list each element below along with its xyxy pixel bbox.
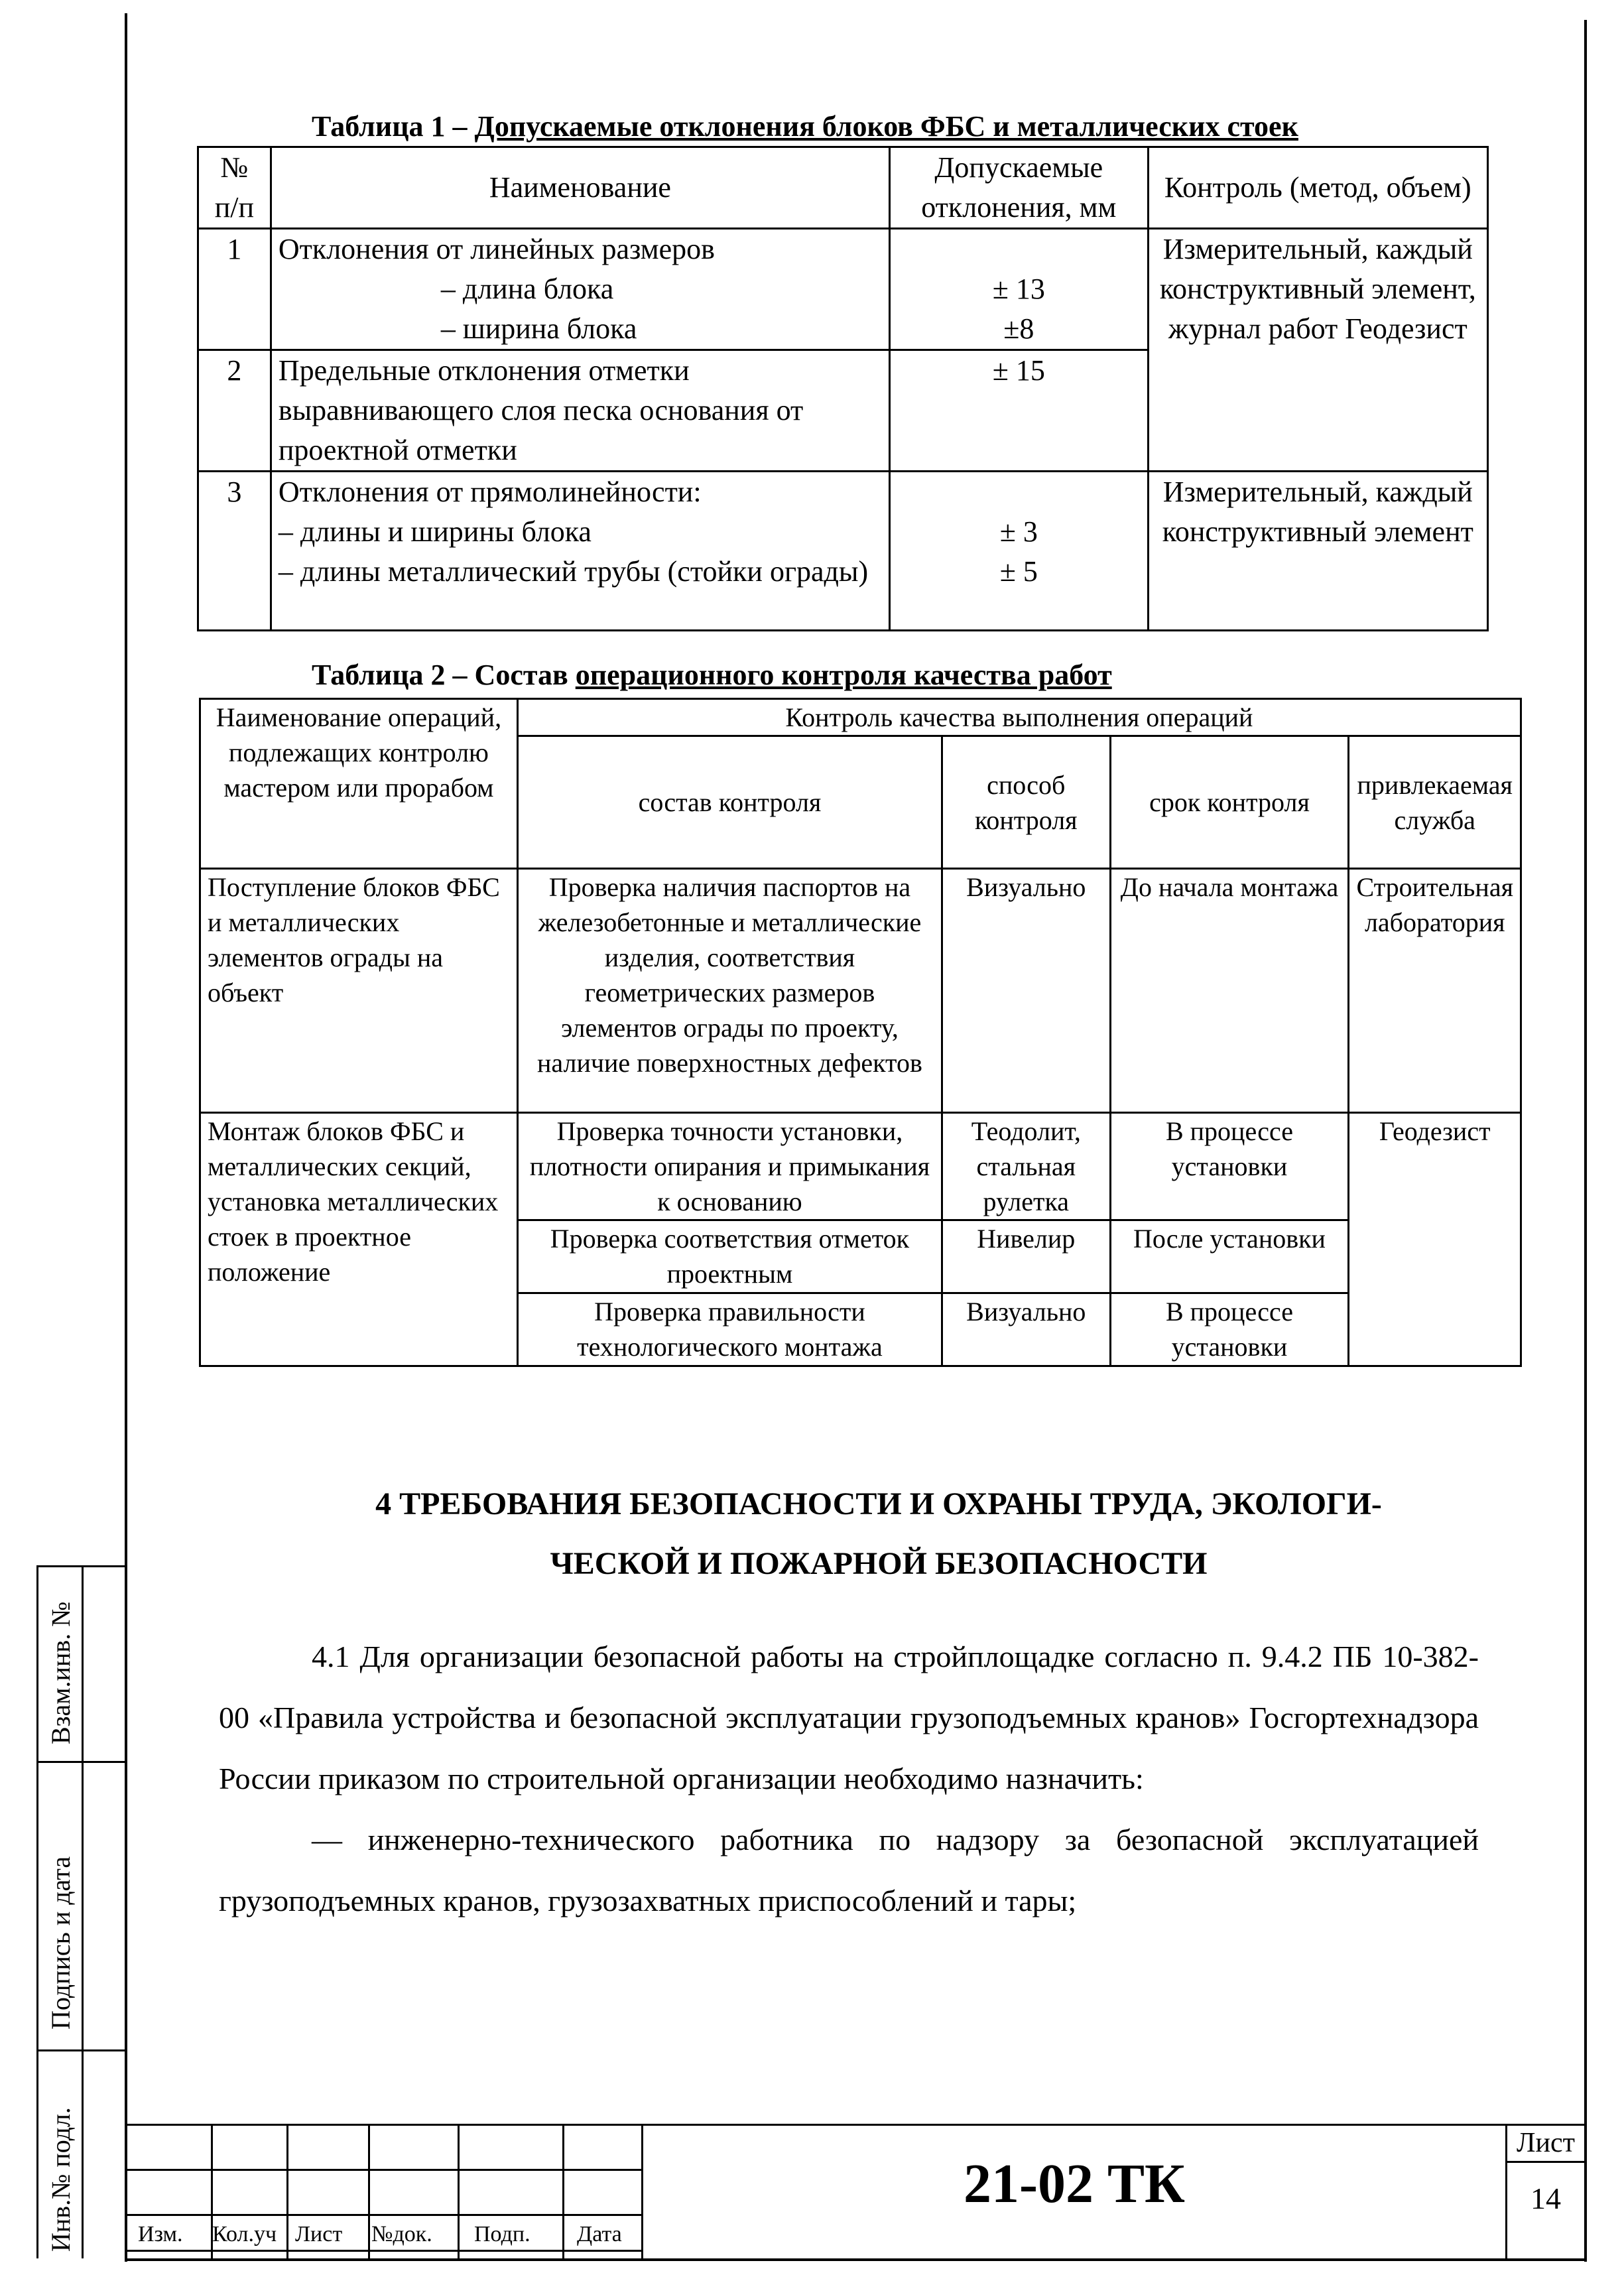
sheet-label: Лист bbox=[1517, 2128, 1575, 2158]
section-heading-line2: ЧЕСКОЙ И ПОЖАРНОЙ БЕЗОПАСНОСТИ bbox=[550, 1546, 1208, 1581]
table2-row3-method: Нивелир bbox=[942, 1220, 1110, 1293]
table1-header-deviation: Допускаемые отклонения, мм bbox=[890, 147, 1149, 229]
table1-row1-dev-line1 bbox=[897, 229, 1141, 269]
title-col-data: Дата bbox=[577, 2222, 622, 2246]
table1-row3-num: 3 bbox=[198, 472, 271, 631]
table2-header-group: Контроль качества выполнения операций bbox=[517, 699, 1521, 736]
table2-row2-term: В процессе установки bbox=[1110, 1113, 1349, 1220]
table1-row1-dev bbox=[890, 229, 1149, 350]
table1-row2-num: 2 bbox=[198, 350, 271, 472]
table2-row2-service: Геодезист bbox=[1349, 1113, 1521, 1366]
frame-bottom-line bbox=[125, 2258, 1587, 2261]
table1-header-control: Контроль (метод, объем) bbox=[1148, 147, 1487, 229]
table2-caption-prefix: Таблица 2 – Состав bbox=[312, 659, 576, 691]
title-col-list: Лист bbox=[295, 2222, 343, 2246]
side-podpis-label: Подпись и дата bbox=[46, 1856, 76, 2030]
side-stamp-divider-2 bbox=[36, 2049, 126, 2051]
table1-row2-dev: ± 15 bbox=[890, 350, 1149, 472]
table1 bbox=[197, 146, 1489, 631]
table2-header-composition: состав контроля bbox=[517, 736, 942, 869]
table2-row1-term: До начала монтажа bbox=[1110, 869, 1349, 1113]
table1-caption bbox=[312, 109, 1298, 143]
table1-row3-name-line2: – длины и ширины блока bbox=[278, 515, 592, 548]
side-inv-label: Инв.№ подл. bbox=[46, 2107, 76, 2252]
table2-caption-text: операционного контроля качества работ bbox=[575, 659, 1112, 691]
table2-row3-composition: Проверка соответствия отметок проектным bbox=[517, 1220, 942, 1293]
table1-row3-name-line3: – длины металлический трубы (стойки ограды) bbox=[278, 555, 869, 588]
table2-row1-operation: Поступление блоков ФБС и металлических элементов ограды на объект bbox=[200, 869, 518, 1113]
side-stamp-left-line bbox=[36, 1565, 38, 2258]
frame-right-line bbox=[1584, 20, 1587, 2262]
table1-row1-name-line1: Отклонения от линейных размеров bbox=[278, 233, 715, 265]
table2-row1-method: Визуально bbox=[942, 869, 1110, 1113]
table1-row1-dev-line2: ± 13 bbox=[992, 273, 1045, 305]
section-paragraph-2: — инженерно-технического работника по надзору за безопасной эксплуатацией грузоподъемных кранов, грузозахватных приспособлений и тары; bbox=[219, 1823, 1479, 1917]
table2-header-term: срок контроля bbox=[1110, 736, 1349, 869]
sheet-number: 14 bbox=[1530, 2181, 1561, 2215]
title-block-col-2 bbox=[286, 2124, 288, 2260]
frame-left-line bbox=[125, 13, 127, 2262]
table2-header-service: привлекаемая служба bbox=[1349, 736, 1521, 869]
table1-row2-name: Предельные отклонения отметки выравнивающего слоя песка основания от проектной отметки bbox=[271, 350, 889, 472]
table2-row4-composition: Проверка правильности технологического монтажа bbox=[517, 1293, 942, 1366]
side-vzam-label: Взам.инв. № bbox=[46, 1601, 76, 1744]
table1-caption-text: Допускаемые отклонения блоков ФБС и металлических стоек bbox=[474, 110, 1298, 143]
table1-row3-dev-line2: ± 3 bbox=[999, 515, 1038, 548]
table2-row2-method: Теодолит, стальная рулетка bbox=[942, 1113, 1110, 1220]
title-block-col-3 bbox=[368, 2124, 370, 2260]
table2-row1-composition: Проверка наличия паспортов на железобетонные и металлические изделия, соответствия геометрических размеров элементов ограды по проекту, наличие поверхностных дефектов bbox=[517, 869, 942, 1113]
table1-row1-control: Измерительный, каждый конструктивный элемент, журнал работ Геодезист bbox=[1148, 229, 1487, 472]
table1-row1-num: 1 bbox=[198, 229, 271, 350]
title-col-izm: Изм. bbox=[138, 2222, 183, 2246]
table1-caption-prefix: Таблица 1 – bbox=[312, 110, 475, 143]
title-col-podp: Подп. bbox=[474, 2222, 531, 2246]
section-heading-line1: 4 ТРЕБОВАНИЯ БЕЗОПАСНОСТИ И ОХРАНЫ ТРУДА, ЭКОЛОГИ- bbox=[375, 1486, 1382, 1522]
document-code: 21-02 ТК bbox=[964, 2153, 1185, 2215]
table1-row3-dev-line3: ± 5 bbox=[999, 555, 1038, 588]
side-stamp-mid-line bbox=[82, 1565, 84, 2258]
table2-row3-term: После установки bbox=[1110, 1220, 1349, 1293]
table1-row1-name bbox=[271, 229, 889, 350]
title-block-col-5 bbox=[562, 2124, 564, 2260]
table2-header-method: способ контроля bbox=[942, 736, 1110, 869]
table1-row1-dev-line3: ±8 bbox=[1003, 312, 1034, 345]
table1-row3-name bbox=[271, 472, 889, 631]
title-col-kolvo: Кол.уч bbox=[212, 2222, 277, 2246]
table1-row3-dev-line1 bbox=[897, 472, 1141, 512]
side-stamp-top-line bbox=[36, 1565, 126, 1567]
table2-row4-method: Визуально bbox=[942, 1293, 1110, 1366]
table2-caption bbox=[312, 658, 1112, 692]
title-block-top-line bbox=[127, 2124, 1586, 2126]
table1-row3-name-line1: Отклонения от прямолинейности: bbox=[278, 476, 702, 508]
table1-header-num: № п/п bbox=[198, 147, 271, 229]
side-stamp-divider-1 bbox=[36, 1761, 126, 1763]
table2-row4-term: В процессе установки bbox=[1110, 1293, 1349, 1366]
table1-row1-name-line3: – ширина блока bbox=[440, 312, 637, 345]
table1-row3-control: Измерительный, каждый конструктивный элемент bbox=[1148, 472, 1487, 631]
title-block-sheet-divider bbox=[1505, 2161, 1586, 2163]
table1-row1-name-line2: – длина блока bbox=[440, 273, 614, 305]
table2-row2-composition: Проверка точности установки, плотности опирания и примыкания к основанию bbox=[517, 1113, 942, 1220]
table1-header-name: Наименование bbox=[271, 147, 889, 229]
table1-row3-dev bbox=[890, 472, 1149, 631]
section-paragraph-1: 4.1 Для организации безопасной работы на стройплощадке согласно п. 9.4.2 ПБ 10-382-00 «Правила устройства и безопасной эксплуатации грузоподъемных кранов» Госгортехнадзора России приказом по строительной организации необходимо назначить: bbox=[219, 1640, 1479, 1795]
table2-row2-operation: Монтаж блоков ФБС и металлических секций, установка металлических стоек в проектное положение bbox=[200, 1113, 518, 1366]
title-block-col-4 bbox=[458, 2124, 460, 2260]
table2 bbox=[199, 698, 1522, 1367]
title-col-ndok: №док. bbox=[371, 2222, 432, 2246]
table2-header-operation: Наименование операций, подлежащих контролю мастером или прорабом bbox=[200, 699, 518, 869]
table2-row1-service: Строительная лаборатория bbox=[1349, 869, 1521, 1113]
